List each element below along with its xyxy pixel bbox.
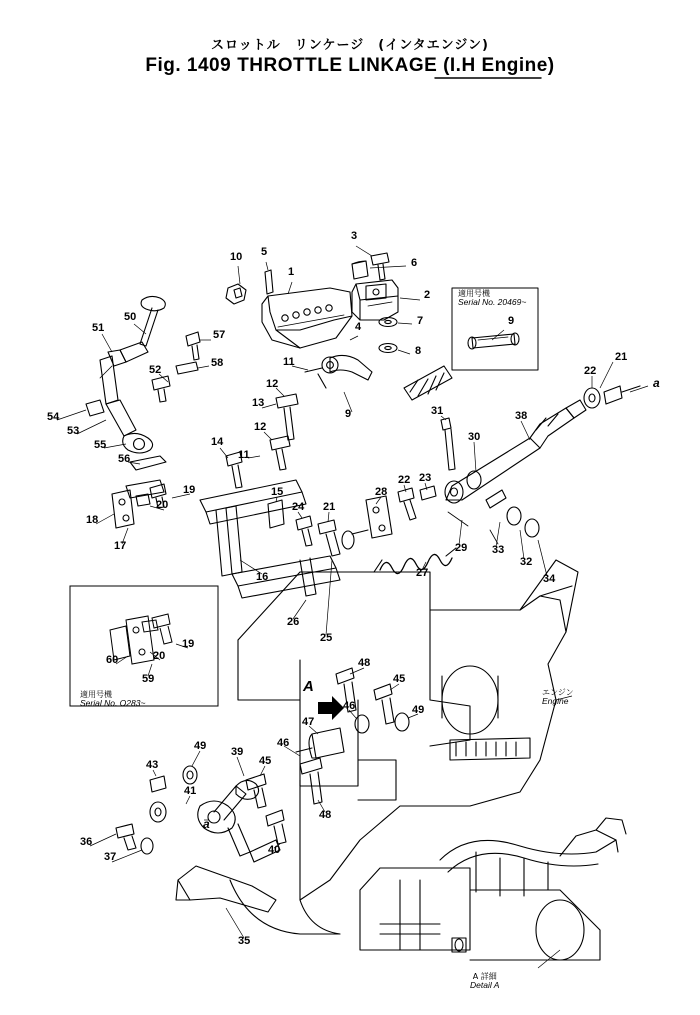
callout-46-lower: 46 <box>277 737 290 749</box>
engine-label <box>542 688 574 707</box>
callout-4: 4 <box>355 321 362 333</box>
engine-label-en: Engine <box>542 696 569 707</box>
serial-note-lower <box>80 690 145 709</box>
callout-49-upper: 49 <box>412 704 425 716</box>
callout-6: 6 <box>411 257 418 269</box>
callout-11-lower: 11 <box>238 449 250 461</box>
callout-24: 24 <box>292 501 305 513</box>
callout-1: 1 <box>288 266 295 278</box>
callout-19-upper: 19 <box>183 484 196 496</box>
callout-20-lower: 20 <box>153 650 166 662</box>
callout-55: 55 <box>94 439 107 451</box>
callout-49-lower: 49 <box>194 740 207 752</box>
letter-label-a-bottom: a <box>203 817 210 831</box>
title-english: THROTTLE LINKAGE (I.H Engine) <box>237 55 555 76</box>
callout-19-lower: 19 <box>182 638 195 650</box>
callout-59: 59 <box>142 673 155 685</box>
callout-5: 5 <box>261 246 268 258</box>
callout-58: 58 <box>211 357 224 369</box>
callout-40: 40 <box>268 844 281 856</box>
detail-a-label-jp: A 詳細 <box>472 972 497 981</box>
callout-29: 29 <box>455 542 468 554</box>
callout-22-right: 22 <box>584 365 597 377</box>
callout-23: 23 <box>419 472 432 484</box>
engine-label-jp: エンジン <box>542 688 574 697</box>
serial-note-upper-en: Serial No. 20469~ <box>458 297 527 308</box>
callout-28: 28 <box>375 486 388 498</box>
callout-51: 51 <box>92 322 105 334</box>
serial-note-upper-jp: 適用号機 <box>458 289 490 298</box>
title-japanese: スロットル リンケージ (インタエンジン) <box>211 38 489 53</box>
callout-18: 18 <box>86 514 99 526</box>
serial-note-lower-jp: 適用号機 <box>80 690 112 699</box>
callout-21-right: 21 <box>615 351 628 363</box>
callout-32: 32 <box>520 556 533 568</box>
callout-37: 37 <box>104 851 117 863</box>
callout-45-upper: 45 <box>393 673 406 685</box>
callout-35: 35 <box>238 935 251 947</box>
callout-60: 60 <box>106 654 119 666</box>
callout-34: 34 <box>543 573 556 585</box>
callout-3: 3 <box>351 230 358 242</box>
callout-21-mid: 21 <box>323 501 336 513</box>
callout-9: 9 <box>345 408 352 420</box>
callout-16: 16 <box>256 571 269 583</box>
callout-38: 38 <box>515 410 528 422</box>
callout-9-inset: 9 <box>508 315 515 327</box>
callout-13: 13 <box>252 397 265 409</box>
callout-27: 27 <box>416 567 429 579</box>
callout-30: 30 <box>468 431 481 443</box>
callout-45-lower: 45 <box>259 755 272 767</box>
callout-10: 10 <box>230 251 243 263</box>
callout-12-lower: 12 <box>254 421 267 433</box>
callout-8: 8 <box>415 345 422 357</box>
callout-14: 14 <box>211 436 224 448</box>
callout-43: 43 <box>146 759 159 771</box>
letter-label-a-right: a <box>653 376 660 390</box>
callout-41: 41 <box>184 785 197 797</box>
callout-36: 36 <box>80 836 93 848</box>
callout-11-upper: 11 <box>283 356 295 368</box>
callout-15: 15 <box>271 486 284 498</box>
callout-12-upper: 12 <box>266 378 279 390</box>
detail-a-label-en: Detail A <box>470 980 500 991</box>
callout-47: 47 <box>302 716 315 728</box>
callout-53: 53 <box>67 425 80 437</box>
figure-number: Fig. 1409 <box>145 55 232 76</box>
callout-20-upper: 20 <box>156 499 169 511</box>
serial-note-upper <box>458 289 526 308</box>
callout-33: 33 <box>492 544 505 556</box>
section-marker-a: A <box>303 678 314 695</box>
serial-note-lower-en: Serial No. O283~ <box>80 698 146 709</box>
callout-52: 52 <box>149 364 162 376</box>
callout-39: 39 <box>231 746 244 758</box>
callout-57: 57 <box>213 329 226 341</box>
callout-22-mid: 22 <box>398 474 411 486</box>
callout-56: 56 <box>118 453 131 465</box>
callout-50: 50 <box>124 311 137 323</box>
callout-2: 2 <box>424 289 431 301</box>
callout-48-lower: 48 <box>319 809 332 821</box>
callout-31: 31 <box>431 405 444 417</box>
callout-17: 17 <box>114 540 127 552</box>
callout-46-upper: 46 <box>343 700 356 712</box>
callout-7: 7 <box>417 315 424 327</box>
callout-25: 25 <box>320 632 333 644</box>
detail-a-label <box>470 972 499 991</box>
callout-26: 26 <box>287 616 300 628</box>
callout-54: 54 <box>47 411 60 423</box>
callout-48-upper: 48 <box>358 657 371 669</box>
